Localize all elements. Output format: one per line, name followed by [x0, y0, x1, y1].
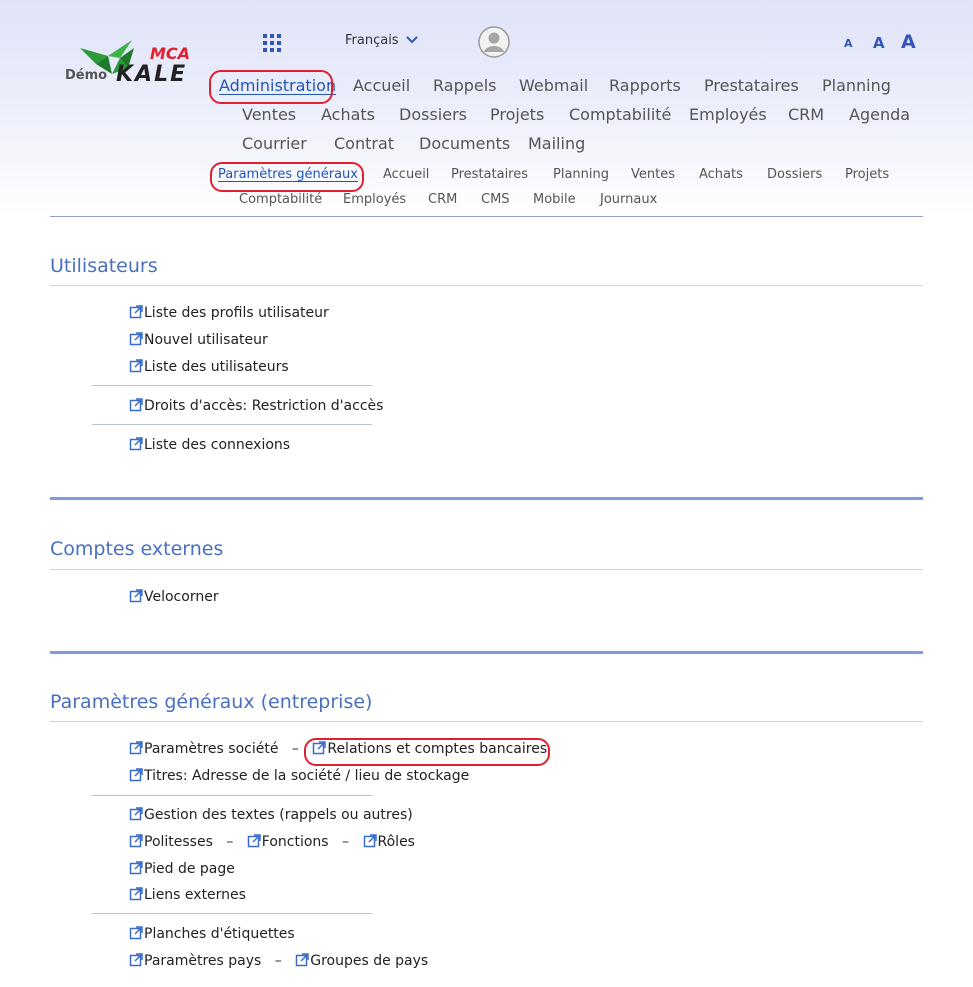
- external-link-icon: [129, 834, 143, 848]
- nav-contrat[interactable]: Contrat: [334, 134, 395, 153]
- nav-mailing[interactable]: Mailing: [528, 134, 586, 153]
- subnav-crm[interactable]: CRM: [428, 192, 458, 207]
- section-divider: [50, 285, 923, 286]
- nav-documents[interactable]: Documents: [419, 134, 511, 153]
- link-parametres-societe[interactable]: Paramètres société: [129, 741, 283, 757]
- separator-dash: –: [342, 834, 350, 850]
- group-divider: [92, 913, 372, 914]
- subnav-projets[interactable]: Projets: [845, 167, 890, 182]
- nav-achats[interactable]: Achats: [321, 105, 376, 124]
- logo[interactable]: [62, 34, 202, 94]
- subnav-dossiers[interactable]: Dossiers: [767, 167, 823, 182]
- external-link-icon: [129, 359, 143, 373]
- subnav-parametres-generaux[interactable]: Paramètres généraux: [218, 167, 358, 182]
- external-link-icon: [129, 861, 143, 875]
- link-planches-etiquettes[interactable]: Planches d'étiquettes: [129, 926, 295, 942]
- nav-prestataires[interactable]: Prestataires: [704, 76, 799, 95]
- separator-dash: –: [291, 741, 299, 757]
- subnav-employes[interactable]: Employés: [343, 192, 407, 207]
- font-size-small-button[interactable]: A: [844, 37, 853, 50]
- link-nouvel-utilisateur[interactable]: Nouvel utilisateur: [129, 332, 268, 348]
- subnav-achats[interactable]: Achats: [699, 167, 743, 182]
- language-selector[interactable]: [345, 33, 418, 48]
- header-divider: [50, 216, 923, 217]
- nav-rapports[interactable]: Rapports: [609, 76, 681, 95]
- link-titres-adresse[interactable]: Titres: Adresse de la société / lieu de stockage: [129, 768, 469, 784]
- external-link-icon: [129, 768, 143, 782]
- logo-demo: Démo: [65, 68, 108, 83]
- separator-dash: –: [226, 834, 234, 850]
- external-link-icon: [129, 953, 143, 967]
- logo-brand-top: MCA: [150, 44, 191, 63]
- logo-brand-main: KALE: [116, 62, 188, 87]
- link-relations-comptes-bancaires[interactable]: Relations et comptes bancaires: [308, 741, 547, 757]
- link-velocorner[interactable]: Velocorner: [129, 589, 219, 605]
- language-label: Français: [345, 33, 399, 48]
- nav-dossiers[interactable]: Dossiers: [399, 105, 467, 124]
- subnav-comptabilite[interactable]: Comptabilité: [239, 192, 323, 207]
- external-link-icon: [363, 834, 377, 848]
- subnav-cms[interactable]: CMS: [481, 192, 510, 207]
- link-liste-utilisateurs[interactable]: Liste des utilisateurs: [129, 359, 289, 375]
- external-link-icon: [247, 834, 261, 848]
- nav-ventes[interactable]: Ventes: [242, 105, 297, 124]
- group-divider: [92, 795, 372, 796]
- user-avatar-icon[interactable]: [478, 26, 510, 58]
- link-profils-utilisateur[interactable]: Liste des profils utilisateur: [129, 305, 329, 321]
- external-link-icon: [129, 332, 143, 346]
- external-link-icon: [129, 807, 143, 821]
- external-link-icon: [312, 741, 326, 755]
- link-politesses[interactable]: Politesses: [129, 834, 217, 850]
- nav-administration[interactable]: Administration: [219, 76, 337, 95]
- link-parametres-pays[interactable]: Paramètres pays: [129, 953, 266, 969]
- subnav-ventes[interactable]: Ventes: [631, 167, 675, 182]
- nav-crm[interactable]: CRM: [788, 105, 825, 124]
- link-gestion-textes[interactable]: Gestion des textes (rappels ou autres): [129, 807, 413, 823]
- external-link-icon: [129, 589, 143, 603]
- external-link-icon: [129, 437, 143, 451]
- external-link-icon: [129, 926, 143, 940]
- subnav-journaux[interactable]: Journaux: [600, 192, 658, 207]
- group-divider: [92, 424, 372, 425]
- nav-webmail[interactable]: Webmail: [519, 76, 589, 95]
- section-divider: [50, 721, 923, 722]
- section-title-comptes-externes: Comptes externes: [50, 538, 224, 560]
- external-link-icon: [129, 887, 143, 901]
- link-groupes-pays[interactable]: Groupes de pays: [291, 953, 428, 969]
- subnav-mobile[interactable]: Mobile: [533, 192, 576, 207]
- subnav-prestataires[interactable]: Prestataires: [451, 167, 529, 182]
- section-title-utilisateurs: Utilisateurs: [50, 255, 158, 277]
- link-liste-connexions[interactable]: Liste des connexions: [129, 437, 290, 453]
- nav-accueil[interactable]: Accueil: [353, 76, 411, 95]
- section-title-parametres-entreprise: Paramètres généraux (entreprise): [50, 691, 373, 713]
- nav-projets[interactable]: Projets: [490, 105, 545, 124]
- external-link-icon: [129, 305, 143, 319]
- nav-agenda[interactable]: Agenda: [849, 105, 911, 124]
- section-separator: [50, 497, 923, 500]
- chevron-down-icon: [406, 36, 418, 44]
- link-fonctions[interactable]: Fonctions: [242, 834, 333, 850]
- nav-employes[interactable]: Employés: [689, 105, 767, 124]
- external-link-icon: [129, 741, 143, 755]
- font-size-medium-button[interactable]: A: [873, 34, 885, 52]
- external-link-icon: [295, 953, 309, 967]
- link-liens-externes[interactable]: Liens externes: [129, 887, 246, 903]
- apps-grid-icon[interactable]: [263, 34, 281, 52]
- section-separator: [50, 651, 923, 654]
- nav-courrier[interactable]: Courrier: [242, 134, 307, 153]
- subnav-accueil[interactable]: Accueil: [383, 167, 430, 182]
- nav-planning[interactable]: Planning: [822, 76, 891, 95]
- link-droits-acces[interactable]: Droits d'accès: Restriction d'accès: [129, 398, 383, 414]
- subnav-planning[interactable]: Planning: [553, 167, 609, 182]
- nav-rappels[interactable]: Rappels: [433, 76, 497, 95]
- section-divider: [50, 569, 923, 570]
- group-divider: [92, 385, 372, 386]
- separator-dash: –: [274, 953, 282, 969]
- nav-comptabilite[interactable]: Comptabilité: [569, 105, 672, 124]
- link-pied-de-page[interactable]: Pied de page: [129, 861, 235, 877]
- external-link-icon: [129, 398, 143, 412]
- link-roles[interactable]: Rôles: [358, 834, 415, 850]
- font-size-large-button[interactable]: A: [901, 31, 916, 53]
